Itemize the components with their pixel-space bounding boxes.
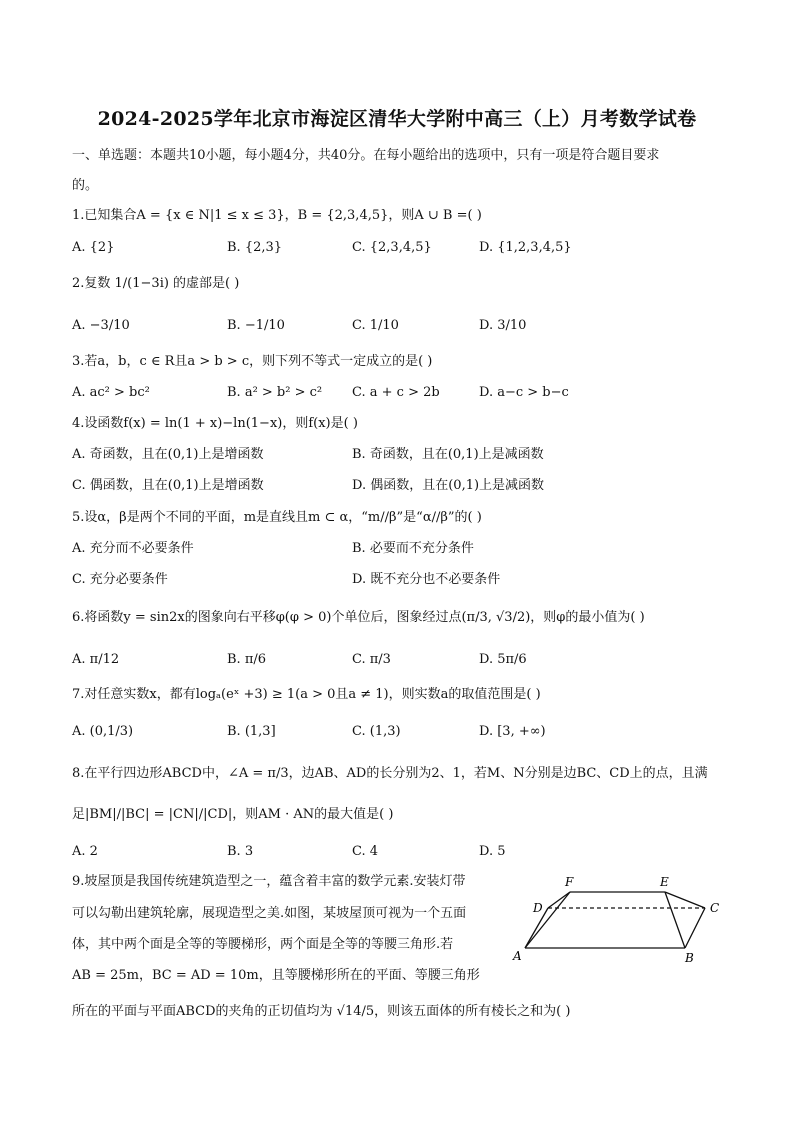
question-6-stem: 6.将函数y = sin2x的图象向右平移φ(φ > 0)个单位后，图象经过点(π/3, √3/2)，则φ的最小值为( ) xyxy=(72,610,645,625)
question-3-stem: 3.若a，b，c ∈ R且a > b > c，则下列不等式一定成立的是( ) xyxy=(72,354,433,369)
q8-option-c: C. 4 xyxy=(352,844,379,859)
question-2-stem: 2.复数 1/(1−3i) 的虚部是( ) xyxy=(72,276,240,291)
question-8-stem: 8.在平行四边形ABCD中，∠A = π/3，边AB、AD的长分别为2、1，若M、N分别是边BC、CD上的点，且满 xyxy=(72,766,708,781)
vertex-label-e: E xyxy=(660,875,669,889)
q3-option-b: B. a² > b² > c² xyxy=(227,385,323,400)
question-9-line-2: 可以勾勒出建筑轮廓，展现造型之美.如图，某坡屋顶可视为一个五面 xyxy=(72,906,467,921)
question-5-stem: 5.设α，β是两个不同的平面，m是直线且m ⊂ α，“m//β”是“α//β”的( ) xyxy=(72,510,482,525)
q6-option-c: C. π/3 xyxy=(352,652,391,667)
q6-option-a: A. π/12 xyxy=(72,652,120,667)
q1-option-a: A. {2} xyxy=(72,240,115,255)
question-9-line-4: AB = 25m，BC = AD = 10m，且等腰梯形所在的平面、等腰三角形 xyxy=(72,968,480,983)
q3-option-a: A. ac² > bc² xyxy=(72,385,150,400)
q7-option-c: C. (1,3) xyxy=(352,724,401,739)
question-7-stem: 7.对任意实数x，都有logₐ(eˣ +3) ≥ 1(a > 0且a ≠ 1)，则实数a的取值范围是( ) xyxy=(72,687,541,702)
q4-option-a: A. 奇函数，且在(0,1)上是增函数 xyxy=(72,447,264,462)
q3-option-c: C. a + c > 2b xyxy=(352,385,440,400)
question-9-line-3: 体，其中两个面是全等的等腰梯形，两个面是全等的等腰三角形.若 xyxy=(72,937,454,952)
roof-figure xyxy=(505,870,735,970)
q3-option-d: D. a−c > b−c xyxy=(479,385,569,400)
q1-option-c: C. {2,3,4,5} xyxy=(352,240,432,255)
question-8-stem-cont: 足|BM|/|BC| = |CN|/|CD|，则AM · AN的最大值是( ) xyxy=(72,807,394,822)
q8-option-a: A. 2 xyxy=(72,844,98,859)
q6-option-d: D. 5π/6 xyxy=(479,652,527,667)
q4-option-d: D. 偶函数，且在(0,1)上是减函数 xyxy=(352,478,545,493)
section-heading-cont: 的。 xyxy=(72,178,99,193)
question-9-line-5: 所在的平面与平面ABCD的夹角的正切值均为 √14/5，则该五面体的所有棱长之和为( ) xyxy=(72,1004,571,1019)
q8-option-d: D. 5 xyxy=(479,844,506,859)
vertex-label-d: D xyxy=(533,901,543,915)
question-4-stem: 4.设函数f(x) = ln(1 + x)−ln(1−x)，则f(x)是( ) xyxy=(72,416,358,431)
q1-option-b: B. {2,3} xyxy=(227,240,283,255)
q2-option-d: D. 3/10 xyxy=(479,318,527,333)
question-1-stem: 1.已知集合A = {x ∈ N|1 ≤ x ≤ 3}，B = {2,3,4,5}，则A ∪ B =( ) xyxy=(72,208,482,223)
q5-option-a: A. 充分而不必要条件 xyxy=(72,541,194,556)
q1-option-d: D. {1,2,3,4,5} xyxy=(479,240,572,255)
q2-option-a: A. −3/10 xyxy=(72,318,130,333)
q5-option-b: B. 必要而不充分条件 xyxy=(352,541,474,556)
q4-option-c: C. 偶函数，且在(0,1)上是增函数 xyxy=(72,478,264,493)
q8-option-b: B. 3 xyxy=(227,844,254,859)
vertex-label-c: C xyxy=(710,901,720,915)
page-title: 2024-2025学年北京市海淀区清华大学附中高三（上）月考数学试卷 xyxy=(97,108,697,130)
section-heading: 一、单选题：本题共10小题，每小题4分，共40分。在每小题给出的选项中，只有一项是符合题目要求 xyxy=(72,148,660,163)
vertex-label-f: F xyxy=(565,875,574,889)
q2-option-b: B. −1/10 xyxy=(227,318,285,333)
question-9-line-1: 9.坡屋顶是我国传统建筑造型之一，蕴含着丰富的数学元素.安装灯带 xyxy=(72,874,466,889)
vertex-label-b: B xyxy=(685,951,694,965)
q7-option-a: A. (0,1/3) xyxy=(72,724,134,739)
q5-option-d: D. 既不充分也不必要条件 xyxy=(352,572,501,587)
q6-option-b: B. π/6 xyxy=(227,652,267,667)
q2-option-c: C. 1/10 xyxy=(352,318,399,333)
q4-option-b: B. 奇函数，且在(0,1)上是减函数 xyxy=(352,447,544,462)
q7-option-d: D. [3, +∞) xyxy=(479,724,546,739)
q7-option-b: B. (1,3] xyxy=(227,724,276,739)
vertex-label-a: A xyxy=(513,949,522,963)
q5-option-c: C. 充分必要条件 xyxy=(72,572,168,587)
